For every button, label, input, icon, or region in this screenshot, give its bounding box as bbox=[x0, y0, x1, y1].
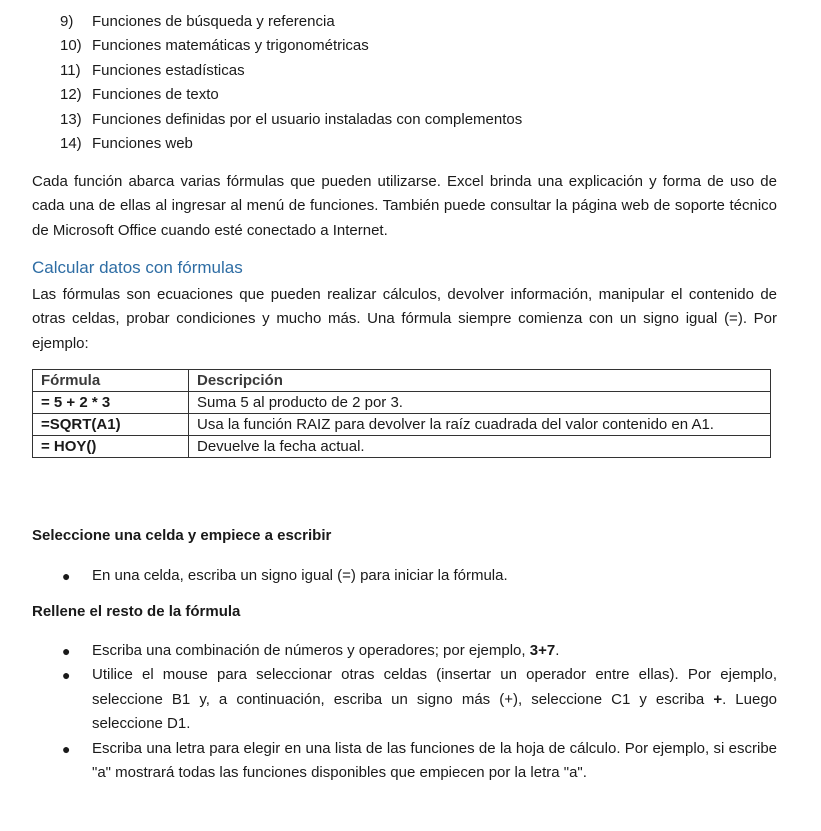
list-item bbox=[60, 10, 522, 34]
list-item-label: Funciones de texto bbox=[92, 86, 219, 104]
section-paragraph: Las fórmulas son ecuaciones que pueden realizar cálculos, devolver información, manipular el contenido de otras celdas, probar condiciones y mucho más. Una fórmula siempre comienza con un signo igual (=). Por ejemplo: bbox=[32, 286, 777, 352]
table-row bbox=[33, 436, 771, 458]
list-item-label: Funciones de búsqueda y referencia bbox=[92, 13, 335, 30]
list-number: 10) bbox=[60, 37, 82, 55]
description-cell: Suma 5 al producto de 2 por 3. bbox=[189, 392, 771, 414]
description-cell: Devuelve la fecha actual. bbox=[189, 436, 771, 458]
list-item-label: Funciones matemáticas y trigonométricas bbox=[92, 37, 369, 55]
list-item bbox=[60, 34, 522, 58]
bullet-text-end: . bbox=[555, 642, 560, 659]
list-number: 13) bbox=[60, 110, 82, 128]
list-item bbox=[60, 83, 522, 107]
description-cell: Usa la función RAIZ para devolver la raíz cuadrada del valor contenido en A1. bbox=[189, 414, 771, 436]
list-item bbox=[60, 132, 522, 156]
list-number: 11) bbox=[60, 61, 81, 79]
bullet-text: Escriba una combinación de números y operadores; por ejemplo, bbox=[92, 642, 530, 659]
column-header-description: Descripción bbox=[189, 370, 771, 392]
table-row bbox=[33, 414, 771, 436]
formula-cell: = HOY() bbox=[33, 436, 189, 458]
bullet-bold-text: + bbox=[713, 690, 723, 708]
section-heading: Calcular datos con fórmulas bbox=[32, 258, 243, 277]
list-item-label: Funciones estadísticas bbox=[92, 61, 245, 79]
step2-bullet-list bbox=[60, 639, 777, 785]
formula-cell: = 5 + 2 * 3 bbox=[33, 392, 189, 414]
formula-cell: =SQRT(A1) bbox=[33, 414, 189, 436]
bullet-text: En una celda, escriba un signo igual (=) para iniciar la fórmula. bbox=[92, 567, 508, 584]
column-header-formula: Fórmula bbox=[33, 370, 189, 392]
bullet-item bbox=[60, 663, 777, 736]
table-row bbox=[33, 392, 771, 414]
bullet-text: Escriba una letra para elegir en una lista de las funciones de la hoja de cálculo. Por ejemplo, si escribe "a" mostrará todas las funciones disponibles que empiecen por la letra "a". bbox=[92, 739, 777, 782]
bullet-icon: ● bbox=[62, 667, 71, 684]
list-item-label: Funciones definidas por el usuario instaladas con complementos bbox=[92, 110, 523, 128]
bullet-item bbox=[60, 737, 777, 786]
intro-paragraph: Cada función abarca varias fórmulas que pueden utilizarse. Excel brinda una explicación y forma de uso de cada una de ellas al ingresar al menú de funciones. También puede consultar la página web de soporte técnico de Microsoft Office cuando esté conectado a Internet. bbox=[32, 173, 777, 239]
step2-heading: Rellene el resto de la fórmula bbox=[32, 603, 241, 620]
list-item bbox=[60, 108, 522, 132]
bullet-text: Utilice el mouse para seleccionar otras celdas (insertar un operador entre ellas). Por ejemplo, seleccione B1 y, a continuación, escriba un signo más (+), seleccione C1 y escriba bbox=[92, 666, 777, 708]
table-header-row bbox=[33, 370, 771, 392]
bullet-bold-text: 3+7 bbox=[529, 642, 556, 659]
step1-heading: Seleccione una celda y empiece a escribir bbox=[32, 527, 332, 544]
bullet-icon: ● bbox=[62, 643, 71, 659]
formula-table bbox=[32, 369, 771, 458]
list-number: 9) bbox=[60, 13, 74, 30]
step1-bullet-list bbox=[60, 564, 777, 588]
list-item-label: Funciones web bbox=[92, 134, 193, 152]
bullet-item bbox=[60, 639, 777, 663]
bullet-icon: ● bbox=[62, 568, 71, 584]
bullet-item bbox=[60, 564, 777, 588]
list-item bbox=[60, 59, 522, 83]
bullet-icon: ● bbox=[62, 740, 71, 757]
bullet-text-end: . Luego seleccione D1. bbox=[92, 690, 778, 733]
function-category-list bbox=[60, 10, 522, 156]
list-number: 14) bbox=[60, 134, 82, 152]
list-number: 12) bbox=[60, 86, 82, 104]
